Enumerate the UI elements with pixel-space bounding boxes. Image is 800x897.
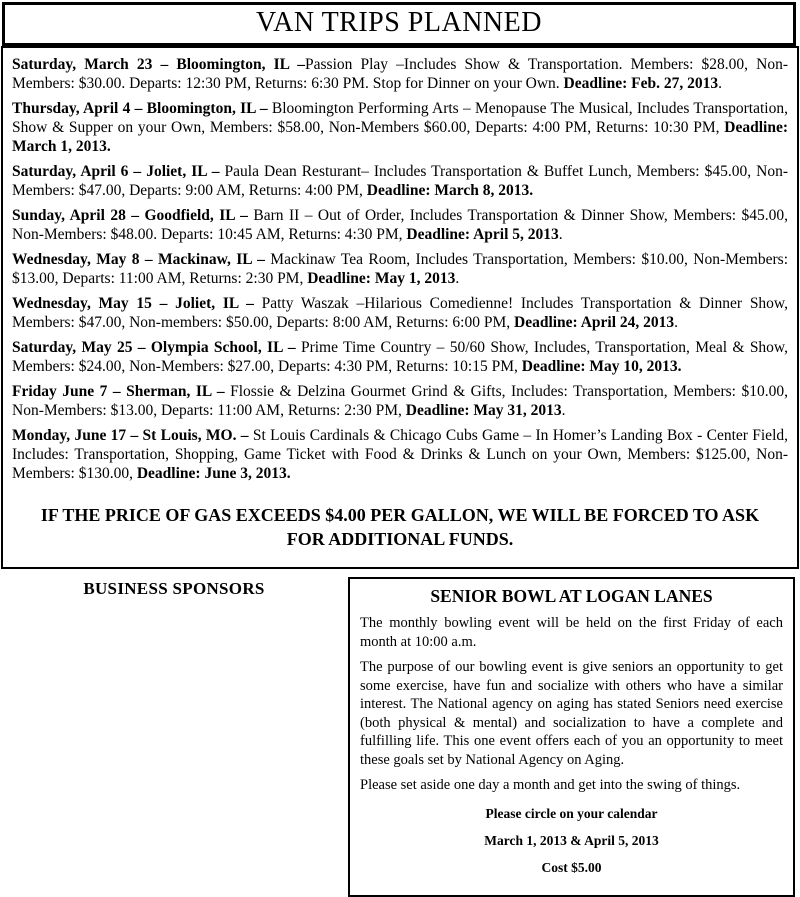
trip-deadline: Deadline: March 8, 2013. bbox=[366, 182, 534, 199]
trip-lead: Saturday, May 25 – Olympia School, IL – bbox=[12, 339, 301, 356]
trip-deadline: Deadline: Feb. 27, 2013 bbox=[563, 75, 719, 92]
senior-bowl-title: SENIOR BOWL AT LOGAN LANES bbox=[430, 586, 713, 606]
cost-line: Cost $5.00 bbox=[541, 859, 602, 875]
trip-lead: Sunday, April 28 – Goodfield, IL – bbox=[12, 207, 254, 224]
trip-entry bbox=[12, 382, 788, 420]
trip-deadline: Deadline: April 5, 2013 bbox=[406, 226, 559, 243]
senior-bowl-paragraph: Please set aside one day a month and get into the swing of things. bbox=[360, 777, 741, 793]
trip-tail: . bbox=[455, 270, 460, 287]
trip-entry bbox=[12, 426, 788, 483]
trip-body: Prime Time Country – 50/60 Show, Includes, Transportation, Meal & Show, Members: $24.00, Non-Members: $27.00, Departs: 4:30 PM, Returns: 10:15 PM, bbox=[12, 339, 788, 375]
trip-entry bbox=[12, 250, 788, 288]
trip-body: Mackinaw Tea Room, Includes Transportation, Members: $10.00, Non-Members: $13.00, Departs: 11:00 AM, Returns: 2:30 PM, bbox=[12, 251, 788, 287]
trip-tail: . bbox=[674, 314, 679, 331]
trip-entry bbox=[12, 162, 788, 200]
trip-lead: Thursday, April 4 – Bloomington, IL – bbox=[12, 100, 272, 117]
van-trips-list-box bbox=[1, 46, 799, 569]
senior-bowl-box bbox=[348, 577, 795, 897]
trip-deadline: Deadline: May 31, 2013 bbox=[405, 402, 562, 419]
newsletter-page bbox=[0, 2, 800, 875]
trip-body: Barn II – Out of Order, Includes Transportation & Dinner Show, Members: $45.00, Non-Members: $48.00. Departs: 10:45 AM, Returns: 4:30 PM, bbox=[12, 207, 788, 243]
trip-body: Flossie & Delzina Gourmet Grind & Gifts, Includes: Transportation, Members: $10.00, Non-Members: $13.00, Departs: 11:00 AM, Returns: 2:30 PM, bbox=[12, 383, 788, 419]
calendar-dates-line: March 1, 2013 & April 5, 2013 bbox=[484, 832, 659, 848]
trip-body: Patty Waszak –Hilarious Comedienne! Includes Transportation & Dinner Show, Members: $47.00, Non-members: $50.00, Departs: 8:00 AM, Returns: 6:00 PM, bbox=[12, 295, 788, 331]
trip-lead: Friday June 7 – Sherman, IL – bbox=[12, 383, 231, 400]
senior-bowl-paragraph: The purpose of our bowling event is give seniors an opportunity to get some exercise, have fun and socialize with others who have a similar interest. The National agency on aging has stated Seniors need exercise (both physical & mental) and socialization to have a complete and fulfilling life. This one event offers each of you an opportunity to meet these goals set by National Agency on Aging. bbox=[360, 659, 783, 768]
trip-deadline: Deadline: May 10, 2013. bbox=[521, 358, 682, 375]
trip-tail: . bbox=[558, 226, 563, 243]
trip-lead: Wednesday, May 15 – Joliet, IL – bbox=[12, 295, 262, 312]
trip-entry bbox=[12, 338, 788, 376]
trip-lead: Saturday, April 6 – Joliet, IL – bbox=[12, 163, 225, 180]
trip-entry bbox=[12, 294, 788, 332]
business-sponsors-heading: BUSINESS SPONSORS bbox=[83, 579, 265, 598]
trip-deadline: Deadline: May 1, 2013 bbox=[307, 270, 456, 287]
van-trips-title-box bbox=[2, 2, 796, 46]
trip-lead: Saturday, March 23 – Bloomington, IL – bbox=[12, 56, 306, 73]
trip-body: Paula Dean Resturant– Includes Transportation & Buffet Lunch, Members: $45.00, Non-Members: $47.00, Departs: 9:00 AM, Returns: 4:00 PM, bbox=[12, 163, 789, 199]
trip-entry bbox=[12, 99, 788, 156]
trip-lead: Monday, June 17 – St Louis, MO. – bbox=[12, 427, 253, 444]
gas-price-notice: IF THE PRICE OF GAS EXCEEDS $4.00 PER GALLON, WE WILL BE FORCED TO ASK FOR ADDITIONAL FUNDS. bbox=[40, 505, 760, 549]
trip-tail: . bbox=[718, 75, 722, 92]
trip-deadline: Deadline: June 3, 2013. bbox=[136, 465, 291, 482]
bottom-section bbox=[0, 577, 800, 897]
trip-body: Bloomington Performing Arts – Menopause The Musical, Includes Transportation, Show & Supper on your Own, Members: $58.00, Non-Members $60.00, Departs: 4:00 PM, Returns: 10:30 PM, bbox=[12, 100, 788, 136]
trip-body: Passion Play –Includes Show & Transportation. Members: $28.00, Non-Members: $30.00. Departs: 12:30 PM, Returns: 6:30 PM. Stop for Dinner on your Own. bbox=[12, 56, 789, 92]
business-sponsors-column bbox=[0, 577, 348, 599]
senior-bowl-paragraph: The monthly bowling event will be held on the first Friday of each month at 10:00 a.m. bbox=[360, 615, 783, 650]
trip-entry bbox=[12, 55, 788, 93]
trip-lead: Wednesday, May 8 – Mackinaw, IL – bbox=[12, 251, 271, 268]
trip-tail: . bbox=[561, 402, 566, 419]
page-title: VAN TRIPS PLANNED bbox=[256, 7, 542, 38]
trip-body: St Louis Cardinals & Chicago Cubs Game – In Homer’s Landing Box - Center Field, Includes: Transportation, Shopping, Game Ticket with Food & Drinks & Lunch on your Own, Members: $125.00, Non-Members: $130.00, bbox=[12, 427, 788, 482]
trip-entry bbox=[12, 206, 788, 244]
trip-deadline: Deadline: March 1, 2013. bbox=[12, 119, 788, 155]
trip-deadline: Deadline: April 24, 2013 bbox=[514, 314, 675, 331]
calendar-reminder-line: Please circle on your calendar bbox=[485, 805, 658, 821]
